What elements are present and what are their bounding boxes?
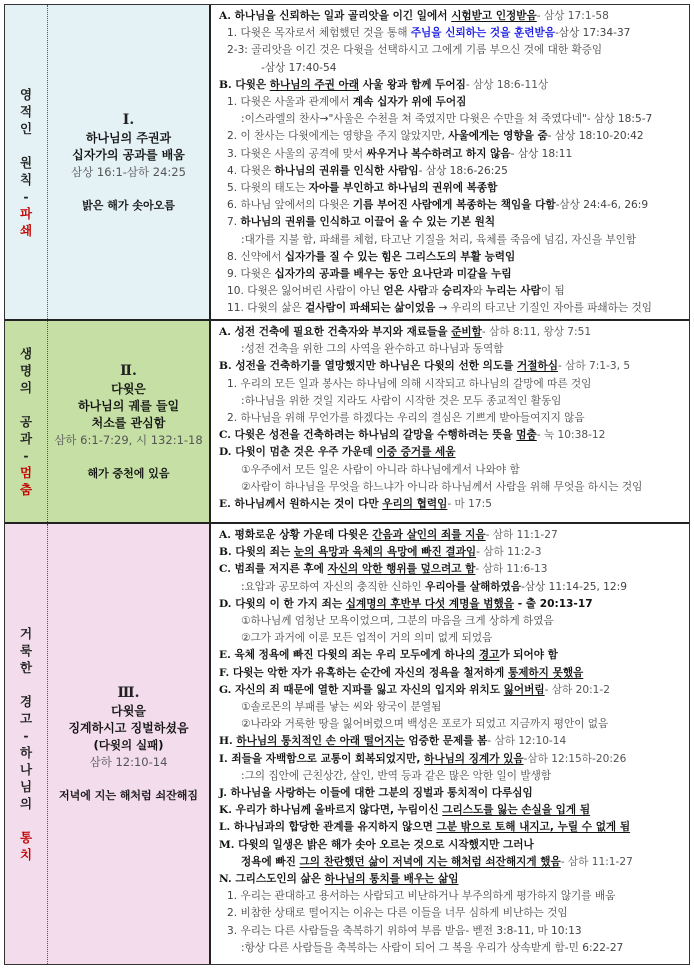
point-N: N. 그리스도인의 삶은 하나님의 통치를 배우는 삶임: [219, 873, 459, 886]
theme-char: 나: [19, 762, 33, 777]
section-reference: 삼상 16:1-삼하 24:25: [71, 164, 186, 179]
point-H: H. 하나님의 통치적인 손 아래 떨어지는 엄중한 문제를 봄- 삼하 12:10-14: [219, 735, 567, 748]
theme-char: 영: [19, 86, 33, 102]
subpoint: 11. 다윗의 삶은 겉사람이 파쇄되는 삶이었음 → 우리의 타고난 기질인 자아를 파쇄하는 것임: [227, 302, 652, 315]
section-2-row: [5, 321, 689, 524]
section-2-title-cell: [48, 321, 211, 522]
point-G: G. 자신의 죄 때문에 열한 지파를 잃고 자신의 입지와 위치도 잃어버림- 삼하 20:1-2: [219, 683, 610, 696]
theme-accent-char: 춤: [19, 482, 33, 497]
section-numeral: I.: [122, 111, 135, 128]
section-1-body: [213, 5, 689, 319]
section-note: 밝은 해가 솟아오름: [82, 198, 175, 212]
subpoint: 4. 다윗은 하나님의 권위를 인식한 사람임- 삼상 18:6-26:25: [227, 164, 508, 177]
section-reference: 삼하 6:1-7:29, 시 132:1-18: [54, 432, 203, 447]
subpoint: ①우주에서 모든 일은 사람이 아니라 하나님에게서 나와야 함: [241, 463, 520, 476]
theme-char: 의: [19, 380, 33, 395]
subpoint-cont: :요압과 공모하여 자신의 충직한 신하인 우리아를 살해하였음-삼상 11:14-25, 12:9: [241, 580, 627, 593]
subpoint-cont: :이스라엘의 찬사→"사울은 수천을 쳐 죽였지만 다윗은 수만을 쳐 죽였다네"- 삼상 18:5-7: [241, 113, 653, 126]
section-title-line: 하나님의 주권과: [85, 130, 172, 145]
point-A: A. 하나님을 신뢰하는 일과 골리앗을 이긴 일에서 시험받고 인정받음- 삼상 17:1-58: [219, 10, 609, 22]
theme-char: 님: [19, 779, 33, 794]
section-title-line: 다윗은: [111, 381, 146, 396]
subpoint: 1. 우리의 모든 일과 봉사는 하나님에 의해 시작되고 하나님의 갈망에 따른 것임: [227, 377, 592, 390]
section-2-theme: [5, 321, 48, 522]
point-J: J. 하나님을 사랑하는 이들에 대한 그분의 징벌과 통치적이 다루심임: [219, 787, 533, 800]
subpoint: ②그가 과거에 이룬 모든 업적이 거의 의미 없게 되었음: [241, 632, 493, 645]
point-D: D. 다윗의 이 한 가지 죄는 십계명의 후반부 다섯 계명을 범했음 - 출 20:13-17: [219, 597, 593, 610]
theme-char: 과: [19, 431, 33, 446]
subpoint: 3. 다윗은 사울의 공격에 맞서 싸우거나 복수하려고 하지 않음- 삼상 18:11: [227, 147, 573, 160]
section-1-title-cell: [48, 5, 211, 319]
section-numeral: Ⅲ.: [117, 685, 140, 701]
subpoint: 1. 다윗은 목자로서 체험했던 것을 통해 주님을 신뢰하는 것을 훈련받음-삼상 17:34-37: [227, 27, 631, 40]
section-title-line: 처소를 관심함: [91, 415, 166, 430]
point-B: B. 다윗은 하나님의 주권 아래 사울 왕과 함께 두어짐- 삼상 18:6-11상: [219, 78, 549, 91]
subpoint: ②사람이 하나님을 무엇을 하느냐가 아니라 하나님께서 사람을 위해 무엇을 하시는 것임: [241, 480, 643, 493]
subpoint: 10. 다윗은 잃어버린 사람이 아닌 얻은 사람과 승리자와 누리는 사람이 됨: [227, 285, 565, 298]
point-E: E. 육체 정욕에 빠진 다윗의 죄는 우리 모두에게 하나의 경고가 되어야 함: [219, 649, 558, 662]
theme-char: 적: [19, 103, 33, 119]
subpoint: 2. 이 찬사는 다윗에게는 영향을 주지 않았지만, 사울에게는 영향을 줌- 삼상 18:10-20:42: [227, 130, 644, 143]
point-M: M. 다윗의 일생은 밝은 해가 솟아 오르는 것으로 시작했지만 그러나: [219, 838, 534, 851]
theme-accent-char: 파: [19, 205, 33, 221]
section-note: 해가 중천에 있음: [87, 466, 170, 480]
point-K: K. 우리가 하나님께 올바르지 않다면, 누림이신 그리스도를 잃는 손실을 입게 됨: [219, 804, 591, 817]
section-3-title-cell: [48, 524, 211, 964]
subpoint: 8. 신약에서 십자가를 질 수 있는 힘은 그리스도의 부활 능력임: [227, 250, 516, 263]
subpoint: 6. 하나님 앞에서의 다윗은 기름 부어진 사람에게 복종하는 책임을 다함-삼상 24:4-6, 26:9: [227, 199, 649, 212]
section-title-line: 하나님의 궤를 들일: [77, 398, 180, 413]
theme-char: 원: [19, 154, 33, 170]
theme-char: 생: [19, 346, 33, 361]
subpoint-cont: :성전 건축을 위한 그의 사역을 완수하고 하나님과 동역함: [241, 343, 504, 356]
point-A: A. 성전 건축에 필요한 건축자와 부지와 재료들을 준비함- 삼하 8:11, 왕상 7:51: [219, 326, 592, 338]
point-L: L. 하나님과의 합당한 관계를 유지하지 않으면 그분 밖으로 토해 내지고, 누릴 수 없게 됨: [219, 821, 631, 834]
point-M-cont: 정욕에 빠진 그의 찬란했던 삶이 저녁에 지는 해처럼 쇠잔해지게 했음- 삼하 11:1-27: [241, 855, 633, 868]
subpoint-cont: :대가를 지불 함, 파쇄를 체험, 타고난 기질을 처리, 육체를 죽음에 넘김, 자신을 부인함: [241, 233, 637, 246]
theme-char: -: [23, 448, 29, 463]
section-1-theme: [5, 5, 48, 319]
theme-char: 인: [19, 120, 33, 136]
theme-char: 한: [19, 660, 33, 675]
outline-table: [4, 4, 690, 965]
section-3-row: [5, 524, 689, 964]
point-B: B. 성전을 건축하기를 열망했지만 하나님은 다윗의 선한 의도를 거절하심- 삼하 7:1-3, 5: [219, 360, 631, 373]
theme-accent-char: 치: [19, 847, 33, 862]
subpoint-cont: :그의 집안에 근친상간, 살인, 반역 등과 같은 많은 악한 일이 발생함: [241, 769, 552, 782]
theme-char: 의: [19, 796, 33, 811]
section-title-line: 다윗을: [111, 704, 146, 718]
subpoint: 2-3: 골리앗을 이긴 것은 다윗을 선택하시고 그에게 기름 부으신 것에 대한 확증임: [227, 44, 603, 57]
subpoint: 5. 다윗의 태도는 자아를 부인하고 하나님의 권위에 복종함: [227, 182, 498, 195]
point-D: D. 다윗이 멈춘 것은 우주 가운데 이중 증거를 세움: [219, 446, 456, 459]
theme-accent-char: 쇄: [19, 222, 33, 238]
subpoint: 2. 비참한 상태로 떨어지는 이유는 다른 이들을 너무 심하게 비난하는 것임: [227, 907, 568, 920]
subpoint: ①하나님께 엄청난 모욕이었으며, 그분의 마음을 크게 상하게 하였음: [241, 615, 554, 628]
section-3-theme: [5, 524, 48, 964]
section-2-body: [213, 321, 689, 522]
section-note: 저녁에 지는 해처럼 쇠잔해짐: [59, 789, 198, 802]
point-E: E. 하나님께서 원하시는 것이 다만 우리의 협력임- 마 17:5: [219, 498, 492, 511]
theme-char: -: [23, 728, 29, 743]
point-C: C. 다윗은 성전을 건축하려는 하나님의 갈망을 수행하려는 뜻을 멈춤- 눅 10:38-12: [219, 429, 606, 442]
section-3-body: [213, 524, 689, 964]
theme-char: 룩: [19, 643, 33, 658]
section-title-line: 십자가의 공과를 배움: [72, 147, 185, 162]
theme-char: 고: [19, 711, 33, 726]
section-1-row: [5, 5, 689, 321]
subpoint: 7. 하나님의 권위를 인식하고 이끌어 올 수 있는 기본 원칙: [227, 216, 496, 229]
subpoint: 9. 다윗은 십자가의 공과를 배우는 동안 요나단과 미갈을 누림: [227, 268, 512, 281]
section-title-line: 징계하시고 징벌하셨음: [68, 721, 189, 735]
theme-accent-char: 통: [19, 830, 33, 845]
point-C: C. 범죄를 저지른 후에 자신의 악한 행위를 덮으려고 함- 삼하 11:6-13: [219, 563, 548, 576]
subpoint-cont: :항상 다른 사람들을 축복하는 사람이 되어 그 복을 우리가 상속받게 함-민 6:22-27: [241, 941, 624, 954]
section-subtitle: (다윗의 실패): [93, 738, 164, 752]
theme-char: 명: [19, 363, 33, 378]
theme-char: 거: [19, 626, 33, 641]
section-reference: 삼하 12:10-14: [89, 755, 168, 769]
theme-char: 공: [19, 414, 33, 429]
theme-char: -: [23, 188, 29, 204]
theme-char: 하: [19, 745, 33, 760]
subpoint: 1. 다윗은 사울과 관계에서 계속 십자가 위에 두어짐: [227, 96, 467, 109]
subpoint: 1. 우리는 관대하고 용서하는 사람되고 비난하거나 부주의하게 평가하지 않기를 배움: [227, 890, 616, 903]
point-F: F. 다윗는 악한 자가 유혹하는 순간에 자신의 정욕을 철저하게 통제하지 못했음: [219, 666, 584, 679]
subpoint: ②나라와 거룩한 땅을 잃어버렸으며 백성은 포로가 되었고 지금까지 평안이 없음: [241, 718, 609, 731]
point-A: A. 평화로운 상황 가운데 다윗은 간음과 살인의 죄를 지음- 삼하 11:1-27: [219, 529, 558, 541]
subpoint: 3. 우리는 다른 사람들을 축복하기 위하여 부름 받음- 벧전 3:8-11, 마 10:13: [227, 924, 582, 937]
theme-char: 칙: [19, 171, 33, 187]
subpoint-cont: -삼상 17:40-54: [261, 61, 337, 74]
theme-accent-char: 멈: [19, 465, 33, 480]
section-numeral: Ⅱ.: [120, 362, 137, 379]
subpoint-cont: :하나님을 위한 것일 지라도 사람이 시작한 것은 모두 종교적인 활동임: [241, 394, 562, 407]
subpoint: ①솔로몬의 부패를 낳는 씨와 왕국이 분열됨: [241, 701, 442, 714]
point-B: B. 다윗의 죄는 눈의 욕망과 육체의 욕망에 빠진 결과임- 삼하 11:2-3: [219, 546, 542, 559]
point-I: I. 죄들을 자백함으로 교통이 회복되었지만, 하나님의 징계가 있음-삼하 12:15하-20:26: [219, 752, 627, 765]
subpoint: 2. 하나님을 위해 무언가를 하겠다는 우리의 결심은 기쁘게 받아들여지지 않음: [227, 412, 585, 425]
theme-char: 경: [19, 694, 33, 709]
